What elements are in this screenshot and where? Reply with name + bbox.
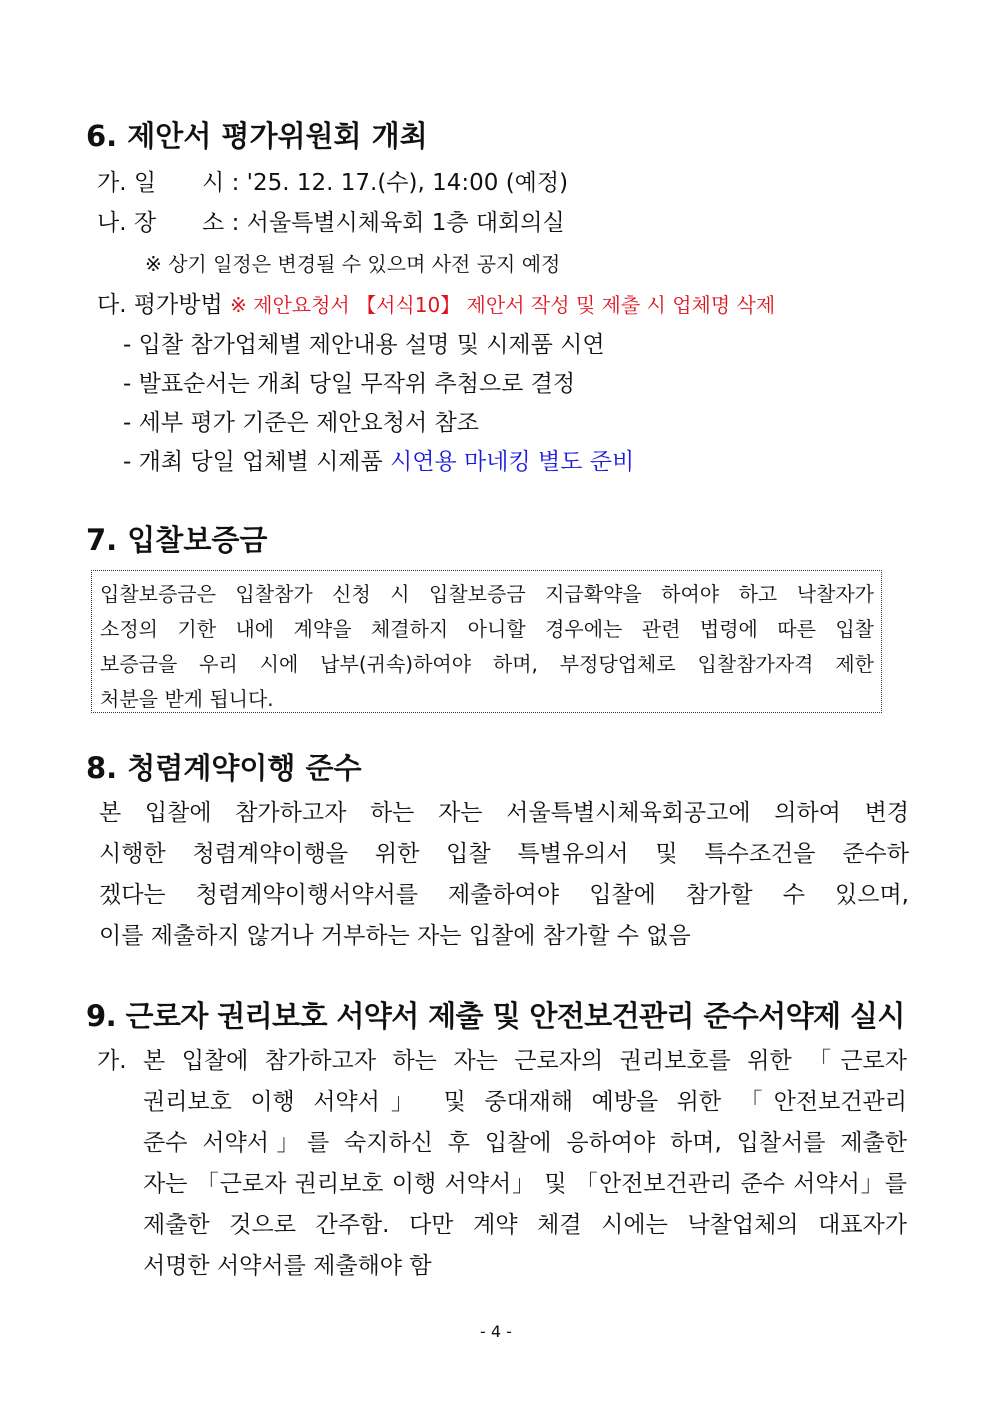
pledge-line-4: 자는 「근로자 권리보호 이행 서약서」 및 「안전보건관리 준수 서약서」를: [143, 1171, 907, 1197]
place-label: 나. 장 소 :: [97, 210, 247, 236]
method-note: ※ 제안요청서 【서식10】 제안서 작성 및 제출 시 업체명 삭제: [230, 293, 776, 317]
integrity-line-1: 본 입찰에 참가하고자 하는 자는 서울특별시체육회공고에 의하여 변경: [99, 800, 909, 826]
section-9-heading: 9. 근로자 권리보호 서약서 제출 및 안전보건관리 준수서약제 실시: [86, 999, 905, 1033]
method-bullet-2: - 발표순서는 개최 당일 무작위 추첨으로 결정: [123, 371, 576, 397]
pledge-line-1: 가. 본 입찰에 참가하고자 하는 자는 근로자의 권리보호를 위한 「근로자: [97, 1048, 907, 1074]
date-row: [97, 164, 568, 197]
deposit-line-1: 입찰보증금은 입찰참가 신청 시 입찰보증금 지급확약을 하여야 하고 낙찰자가: [100, 582, 874, 606]
pledge-line-6: 서명한 서약서를 제출해야 함: [143, 1253, 432, 1279]
place-row: [97, 204, 565, 237]
method-bullet-4: [123, 443, 634, 476]
integrity-line-2: 시행한 청렴계약이행을 위한 입찰 특별유의서 및 특수조건을 준수하: [99, 841, 909, 867]
integrity-line-3: 겠다는 청렴계약이행서약서를 제출하여야 입찰에 참가할 수 있으며,: [99, 882, 909, 908]
section-8-heading: 8. 청렴계약이행 준수: [86, 751, 362, 785]
method-bullet-1: - 입찰 참가업체별 제안내용 설명 및 시제품 시연: [123, 332, 605, 358]
deposit-line-3: 보증금을 우리 시에 납부(귀속)하여야 하며, 부정당업체로 입찰참가자격 제한: [100, 652, 874, 676]
pledge-line-3: 준수 서약서」를 숙지하신 후 입찰에 응하여야 하며, 입찰서를 제출한: [143, 1130, 907, 1156]
bullet-4-text: - 개최 당일 업체별 시제품: [123, 449, 391, 475]
section-7-heading: 7. 입찰보증금: [86, 523, 268, 557]
method-bullet-3: - 세부 평가 기준은 제안요청서 참조: [123, 410, 479, 436]
pledge-line-5: 제출한 것으로 간주함. 다만 계약 체결 시에는 낙찰업체의 대표자가: [143, 1212, 907, 1238]
pledge-line-2: 권리보호 이행 서약서」 및 중대재해 예방을 위한 「안전보건관리: [143, 1089, 907, 1115]
deposit-line-4: 처분을 받게 됩니다.: [100, 687, 274, 711]
page-number: - 4 -: [480, 1322, 512, 1341]
method-row: [97, 286, 775, 319]
section-6-heading: 6. 제안서 평가위원회 개최: [86, 119, 428, 153]
schedule-note: ※ 상기 일정은 변경될 수 있으며 사전 공지 예정: [145, 252, 561, 276]
integrity-line-4: 이를 제출하지 않거나 거부하는 자는 입찰에 참가할 수 없음: [99, 923, 691, 949]
place-value: 서울특별시체육회 1층 대회의실: [246, 210, 565, 236]
bullet-4-highlight: 시연용 마네킹 별도 준비: [390, 449, 635, 475]
method-label: 다. 평가방법: [97, 292, 223, 318]
deposit-line-2: 소정의 기한 내에 계약을 체결하지 아니할 경우에는 관련 법령에 따른 입찰: [100, 617, 874, 641]
date-value: '25. 12. 17.(수), 14:00 (예정): [246, 170, 569, 196]
date-label: 가. 일 시 :: [97, 170, 247, 196]
